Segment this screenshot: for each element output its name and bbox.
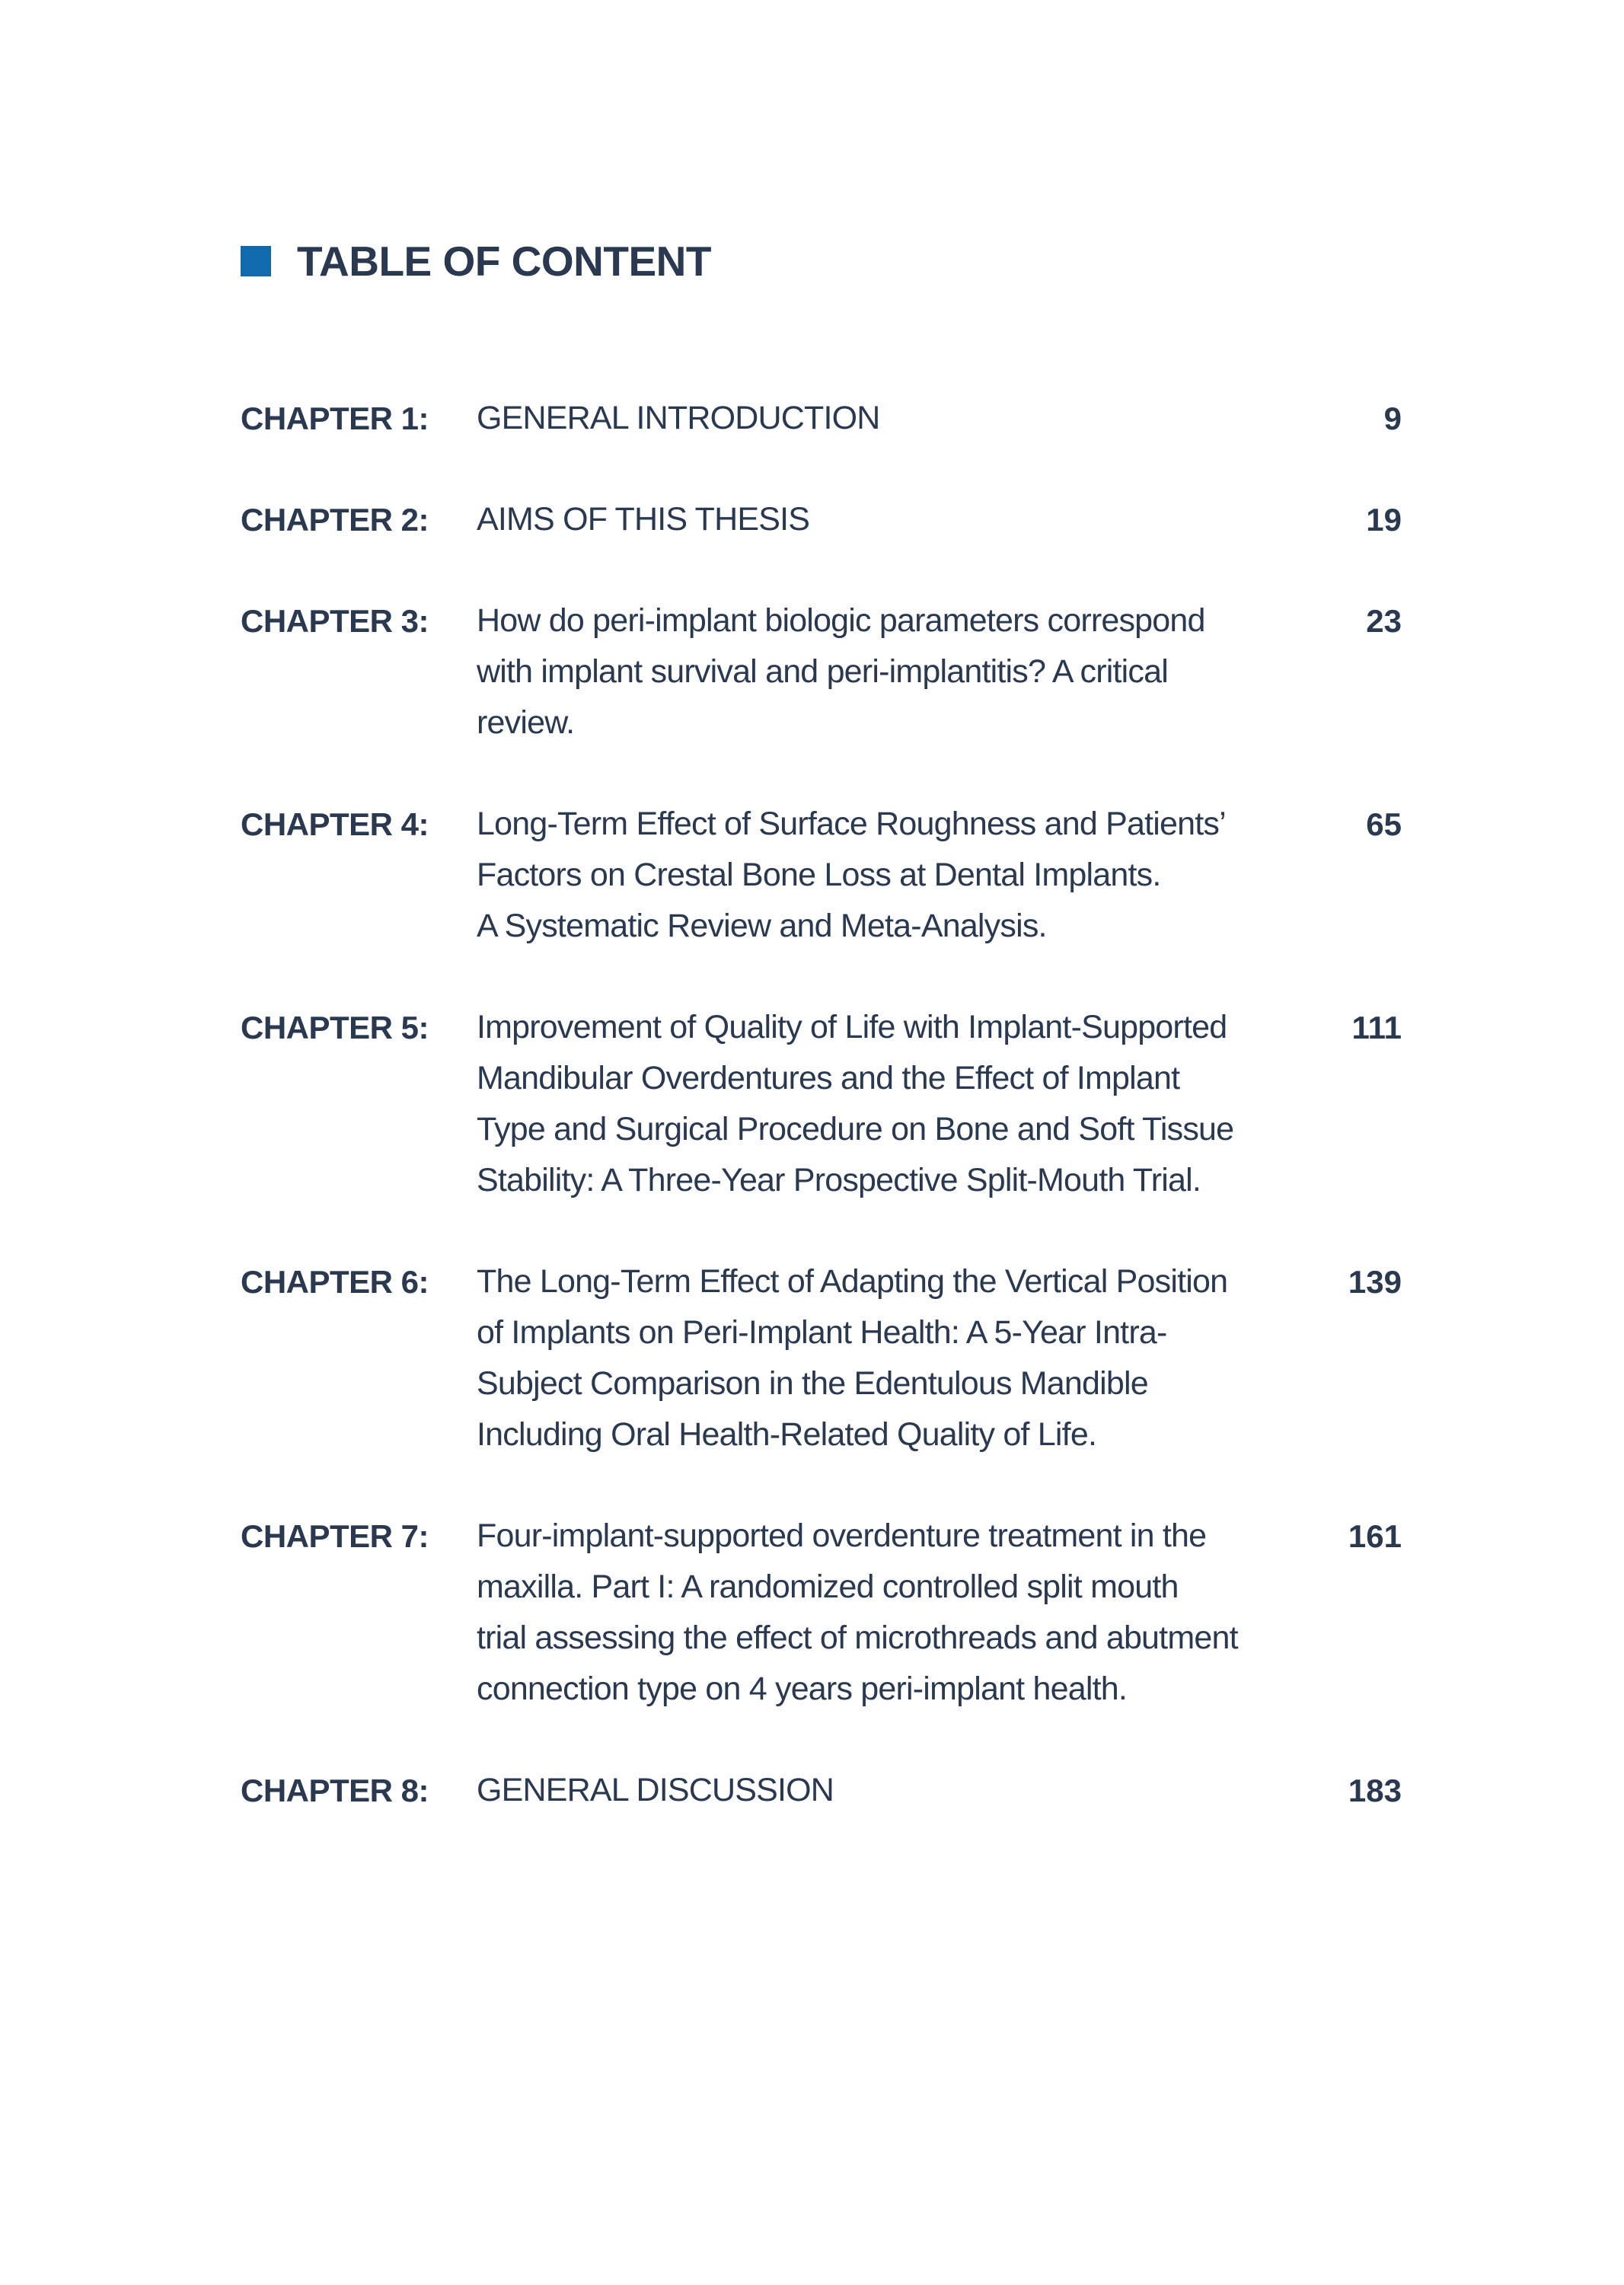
chapter-title-line: Factors on Crestal Bone Loss at Dental Implants. [477, 857, 1161, 893]
toc-entry-chapter-1[interactable] [241, 393, 1402, 444]
chapter-page-number: 9 [1383, 401, 1402, 436]
chapter-title-line: Subject Comparison in the Edentulous Mandible [477, 1365, 1148, 1402]
chapter-title-line: GENERAL INTRODUCTION [477, 400, 880, 436]
chapter-title [477, 494, 1284, 545]
chapter-title-line: trial assessing the effect of microthreads and abutment [477, 1620, 1238, 1656]
chapter-page-number: 139 [1348, 1264, 1402, 1300]
chapter-title-line: Improvement of Quality of Life with Implant-Supported [477, 1009, 1227, 1045]
chapter-page-number: 183 [1348, 1773, 1402, 1808]
chapter-title [477, 1002, 1284, 1206]
chapter-label: CHAPTER 8: [241, 1773, 429, 1808]
chapter-title-line: Long-Term Effect of Surface Roughness and Patients’ [477, 806, 1226, 842]
toc-entry-chapter-6[interactable] [241, 1256, 1402, 1460]
chapter-label: CHAPTER 5: [241, 1010, 429, 1045]
chapter-label: CHAPTER 4: [241, 806, 429, 842]
chapter-title-line: Mandibular Overdentures and the Effect of Implant [477, 1060, 1180, 1096]
chapter-page-number: 65 [1366, 806, 1402, 842]
chapter-title-line: Including Oral Health-Related Quality of Life. [477, 1416, 1097, 1453]
toc-entry-chapter-5[interactable] [241, 1002, 1402, 1206]
toc-entry-chapter-3[interactable] [241, 595, 1402, 748]
chapter-title-line: connection type on 4 years peri-implant health. [477, 1671, 1127, 1707]
chapter-label: CHAPTER 6: [241, 1264, 429, 1300]
chapter-title [477, 1765, 1284, 1816]
chapter-title-line: maxilla. Part I: A randomized controlled split mouth [477, 1569, 1179, 1605]
chapter-title-line: AIMS OF THIS THESIS [477, 501, 810, 538]
chapter-page-number: 23 [1366, 603, 1402, 639]
chapter-title-line: of Implants on Peri-Implant Health: A 5-Year Intra- [477, 1314, 1167, 1351]
page-title: TABLE OF CONTENT [297, 238, 711, 285]
chapter-title-line: A Systematic Review and Meta-Analysis. [477, 908, 1047, 944]
heading-square-icon [241, 246, 271, 276]
chapter-page-number: 111 [1351, 1010, 1402, 1045]
toc-heading [241, 235, 711, 288]
chapter-title-line: Stability: A Three-Year Prospective Split-Mouth Trial. [477, 1162, 1201, 1198]
chapter-label: CHAPTER 7: [241, 1518, 429, 1554]
toc-entry-chapter-7[interactable] [241, 1511, 1402, 1715]
chapter-label: CHAPTER 2: [241, 502, 429, 538]
chapter-title-line: Four-implant-supported overdenture treatment in the [477, 1517, 1207, 1554]
chapter-title-line: How do peri-implant biologic parameters correspond [477, 602, 1205, 639]
chapter-title [477, 1256, 1284, 1460]
chapter-title-line: Type and Surgical Procedure on Bone and Soft Tissue [477, 1111, 1234, 1147]
chapter-page-number: 161 [1348, 1518, 1402, 1554]
chapter-title-line: review. [477, 704, 575, 741]
toc-entry-chapter-4[interactable] [241, 799, 1402, 952]
toc-entry-chapter-8[interactable] [241, 1765, 1402, 1816]
toc-entry-chapter-2[interactable] [241, 494, 1402, 545]
chapter-title [477, 1511, 1284, 1715]
chapter-title-line: with implant survival and peri-implantitis? A critical [477, 653, 1168, 690]
chapter-title [477, 595, 1284, 748]
chapter-page-number: 19 [1366, 502, 1402, 538]
chapter-label: CHAPTER 3: [241, 603, 429, 639]
chapter-title [477, 393, 1284, 444]
chapter-title-line: The Long-Term Effect of Adapting the Vertical Position [477, 1263, 1228, 1300]
toc-list [241, 393, 1402, 1866]
chapter-title-line: GENERAL DISCUSSION [477, 1772, 834, 1808]
chapter-title [477, 799, 1284, 952]
chapter-label: CHAPTER 1: [241, 401, 429, 436]
